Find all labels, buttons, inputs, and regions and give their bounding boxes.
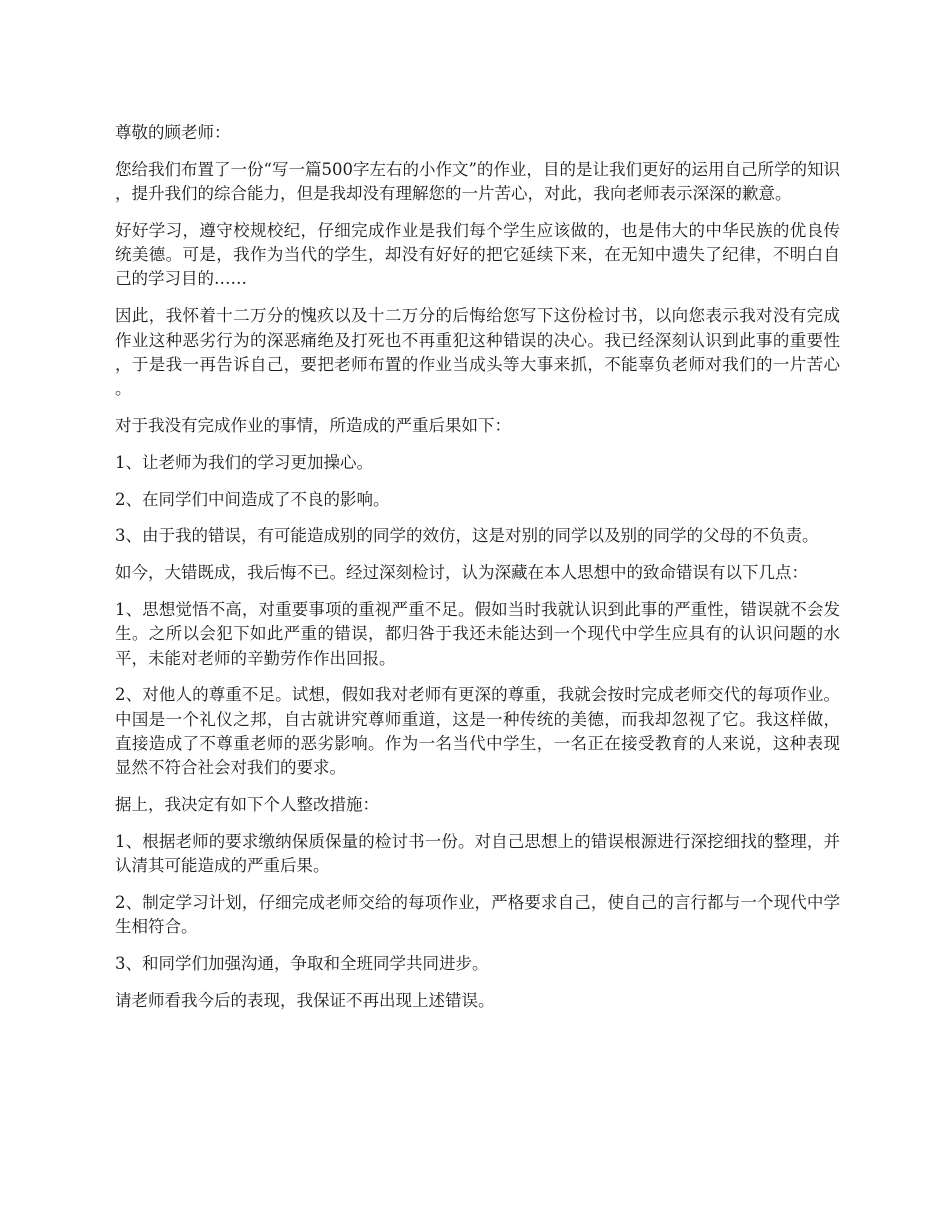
- salutation: 尊敬的顾老师：: [115, 123, 231, 142]
- paragraph-1: 您给我们布置了一份“写一篇500字左右的小作文”的作业，目的是让我们更好的运用自己所学的知识，提升我们的综合能力，但是我却没有理解您的一片苦心，对此，我向老师表示深深的歉意。: [115, 159, 840, 204]
- error-item-1: 1、思想觉悟不高，对重要事项的重视严重不足。假如当时我就认识到此事的严重性，错误就不会发生。之所以会犯下如此严重的错误，都归咎于我还未能达到一个现代中学生应具有的认识问题的水平，未能对老师的辛勤劳作作出回报。: [115, 599, 840, 668]
- paragraph-5: 如今，大错既成，我后悔不已。经过深刻检讨，认为深藏在本人思想中的致命错误有以下几点：: [115, 563, 808, 583]
- paragraph-6: 据上，我决定有如下个人整改措施：: [115, 795, 379, 815]
- document-body: [115, 121, 840, 1026]
- paragraph-3: 因此，我怀着十二万分的愧疚以及十二万分的后悔给您写下这份检讨书，以向您表示我对没有完成作业这种恶劣行为的深恶痛绝及打死也不再重犯这种错误的决心。我已经深刻认识到此事的重要性，于是我一再告诉自己，要把老师布置的作业当成头等大事来抓，不能辜负老师对我们的一片苦心。: [115, 306, 840, 399]
- consequence-item-3: 3、由于我的错误，有可能造成别的同学的效仿，这是对别的同学以及别的同学的父母的不负责。: [115, 526, 819, 546]
- paragraph-4: 对于我没有完成作业的事情，所造成的严重后果如下：: [115, 415, 511, 435]
- paragraph-2: 好好学习，遵守校规校纪，仔细完成作业是我们每个学生应该做的，也是伟大的中华民族的优良传统美德。可是，我作为当代的学生，却没有好好的把它延续下来，在无知中遗失了纪律，不明白自己的学习目的……: [115, 220, 840, 289]
- closing-paragraph: 请老师看我今后的表现，我保证不再出现上述错误。: [115, 990, 495, 1010]
- measure-item-3: 3、和同学们加强沟通，争取和全班同学共同进步。: [115, 954, 489, 974]
- measure-item-2: 2、制定学习计划，仔细完成老师交给的每项作业，严格要求自己，使自己的言行都与一个现代中学生相符合。: [115, 892, 840, 937]
- consequence-item-2: 2、在同学们中间造成了不良的影响。: [115, 489, 390, 509]
- consequence-item-1: 1、让老师为我们的学习更加操心。: [115, 452, 373, 472]
- measure-item-1: 1、根据老师的要求缴纳保质保量的检讨书一份。对自己思想上的错误根源进行深挖细找的整理，并认清其可能造成的严重后果。: [115, 831, 840, 876]
- error-item-2: 2、对他人的尊重不足。试想，假如我对老师有更深的尊重，我就会按时完成老师交代的每项作业。中国是一个礼仪之邦，自古就讲究尊师重道，这是一种传统的美德，而我却忽视了它。我这样做，直接造成了不尊重老师的恶劣影响。作为一名当代中学生，一名正在接受教育的人来说，这种表现显然不符合社会对我们的要求。: [115, 685, 840, 778]
